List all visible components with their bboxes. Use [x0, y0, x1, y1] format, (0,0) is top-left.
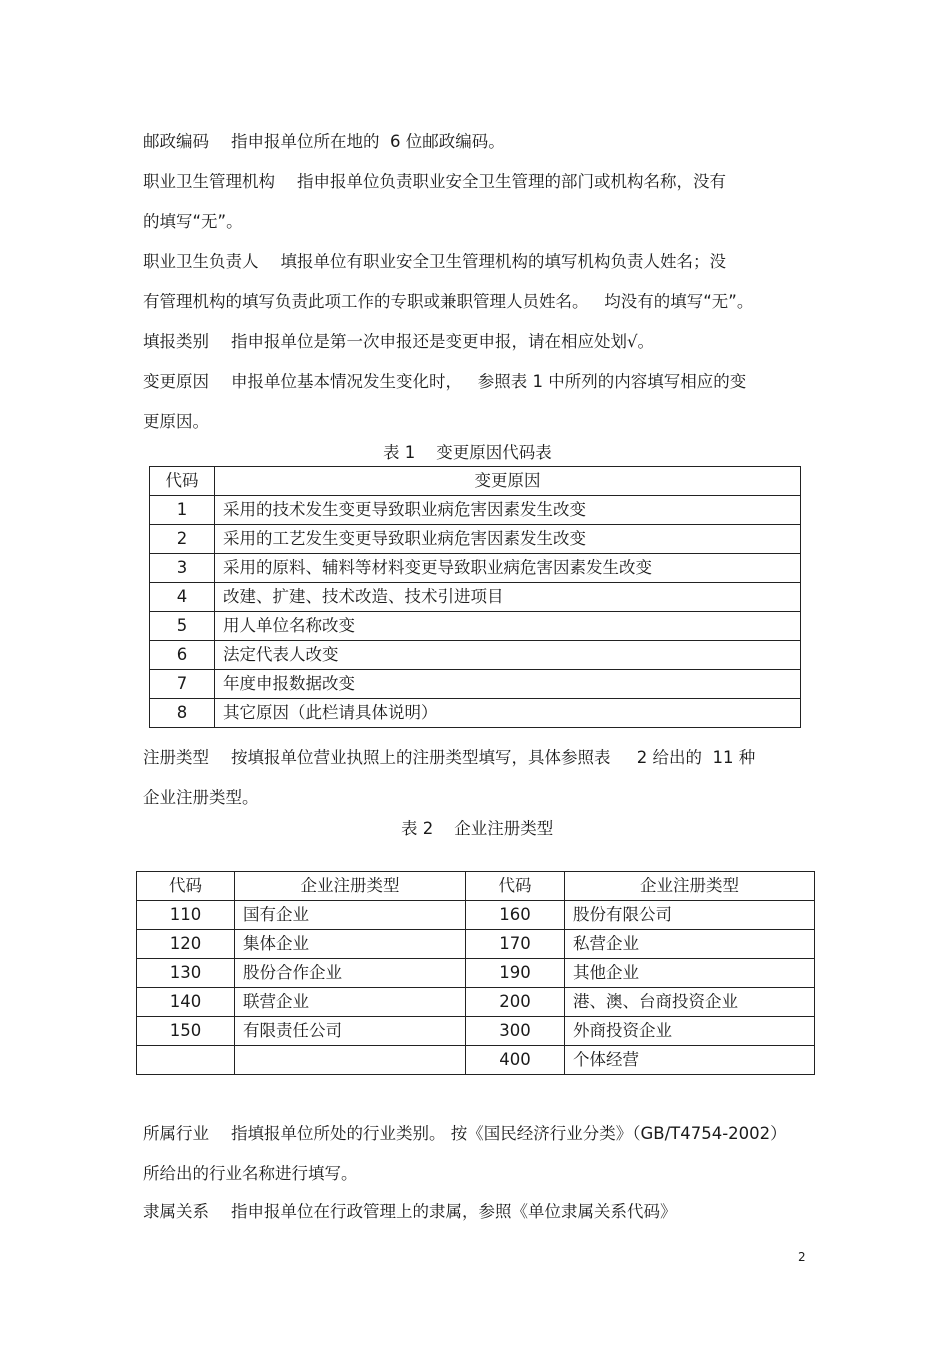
term-label: 职业卫生负责人	[143, 252, 259, 271]
page-number: 2	[798, 1250, 806, 1264]
table-row	[137, 1046, 815, 1075]
cell-type: 有限责任公司	[235, 1017, 466, 1046]
cell-code: 7	[150, 670, 215, 699]
table-row	[137, 930, 815, 959]
term-label: 隶属关系	[143, 1202, 209, 1221]
paragraph-registration-type-cont	[143, 787, 259, 809]
definition-text: 企业注册类型。	[143, 788, 259, 807]
cell-reason: 年度申报数据改变	[215, 670, 801, 699]
definition-text: 指填报单位所处的行业类别。 按《国民经济行业分类》（GB/T4754-2002）	[231, 1124, 787, 1143]
header-code: 代码	[150, 467, 215, 496]
header-type: 企业注册类型	[235, 872, 466, 901]
table-row	[150, 525, 801, 554]
term-label: 邮政编码	[143, 132, 209, 151]
table1-caption: 表 1 变更原因代码表	[383, 443, 552, 462]
cell-code: 4	[150, 583, 215, 612]
change-reason-table	[149, 466, 801, 728]
definition-text: 指申报单位负责职业安全卫生管理的部门或机构名称，没有	[297, 172, 726, 191]
cell-type: 联营企业	[235, 988, 466, 1017]
header-code: 代码	[466, 872, 565, 901]
term-label: 填报类别	[143, 332, 209, 351]
cell-code: 2	[150, 525, 215, 554]
registration-type-table	[136, 871, 815, 1075]
table-row	[137, 988, 815, 1017]
cell-reason: 采用的技术发生变更导致职业病危害因素发生改变	[215, 496, 801, 525]
cell-type: 港、澳、台商投资企业	[565, 988, 815, 1017]
cell-reason: 改建、扩建、技术改造、技术引进项目	[215, 583, 801, 612]
definition-text: 有管理机构的填写负责此项工作的专职或兼职管理人员姓名。 均没有的填写“无”。	[143, 292, 754, 311]
cell-reason: 采用的原料、辅料等材料变更导致职业病危害因素发生改变	[215, 554, 801, 583]
paragraph-health-org	[143, 171, 726, 193]
cell-code: 300	[466, 1017, 565, 1046]
cell-code: 120	[137, 930, 235, 959]
term-label: 所属行业	[143, 1124, 209, 1143]
definition-text: 所给出的行业名称进行填写。	[143, 1164, 358, 1183]
definition-text: 更原因。	[143, 412, 209, 431]
paragraph-change-reason	[143, 371, 746, 393]
paragraph-affiliation	[143, 1201, 677, 1223]
definition-text: 申报单位基本情况发生变化时， 参照表 1 中所列的内容填写相应的变	[231, 372, 747, 391]
cell-code: 130	[137, 959, 235, 988]
paragraph-health-org-cont	[143, 211, 243, 233]
table-header-row	[137, 872, 815, 901]
paragraph-health-head-cont	[143, 291, 753, 313]
definition-text: 的填写“无”。	[143, 212, 243, 231]
cell-type: 私营企业	[565, 930, 815, 959]
table-row	[150, 583, 801, 612]
definition-text: 填报单位有职业安全卫生管理机构的填写机构负责人姓名；没	[280, 252, 726, 271]
cell-code: 140	[137, 988, 235, 1017]
cell-code	[137, 1046, 235, 1075]
paragraph-change-reason-cont	[143, 411, 209, 433]
cell-code: 190	[466, 959, 565, 988]
definition-text: 指申报单位所在地的 6 位邮政编码。	[231, 132, 505, 151]
paragraph-health-head	[143, 251, 726, 273]
cell-code: 1	[150, 496, 215, 525]
definition-text: 指申报单位是第一次申报还是变更申报，请在相应处划√。	[231, 332, 655, 351]
definition-text: 按填报单位营业执照上的注册类型填写，具体参照表 2 给出的 11 种	[231, 748, 756, 767]
paragraph-postal-code	[143, 131, 505, 153]
paragraph-industry-cont	[143, 1163, 358, 1185]
cell-type: 国有企业	[235, 901, 466, 930]
header-reason: 变更原因	[215, 467, 801, 496]
cell-code: 200	[466, 988, 565, 1017]
table-row	[150, 641, 801, 670]
table-row	[137, 901, 815, 930]
cell-type	[235, 1046, 466, 1075]
cell-reason: 法定代表人改变	[215, 641, 801, 670]
header-code: 代码	[137, 872, 235, 901]
table2-caption: 表 2 企业注册类型	[401, 819, 554, 838]
cell-reason: 用人单位名称改变	[215, 612, 801, 641]
cell-code: 8	[150, 699, 215, 728]
cell-reason: 采用的工艺发生变更导致职业病危害因素发生改变	[215, 525, 801, 554]
table-header-row	[150, 467, 801, 496]
cell-type: 股份合作企业	[235, 959, 466, 988]
paragraph-registration-type	[143, 747, 755, 769]
cell-code: 400	[466, 1046, 565, 1075]
paragraph-report-type	[143, 331, 654, 353]
cell-type: 股份有限公司	[565, 901, 815, 930]
term-label: 变更原因	[143, 372, 209, 391]
cell-code: 5	[150, 612, 215, 641]
cell-type: 外商投资企业	[565, 1017, 815, 1046]
definition-text: 指申报单位在行政管理上的隶属，参照《单位隶属关系代码》	[231, 1202, 677, 1221]
table-row	[150, 699, 801, 728]
cell-code: 160	[466, 901, 565, 930]
cell-code: 170	[466, 930, 565, 959]
cell-type: 集体企业	[235, 930, 466, 959]
cell-code: 6	[150, 641, 215, 670]
table-row	[150, 496, 801, 525]
table-row	[137, 1017, 815, 1046]
table-row	[150, 554, 801, 583]
paragraph-industry	[143, 1123, 787, 1145]
cell-reason: 其它原因（此栏请具体说明）	[215, 699, 801, 728]
cell-code: 110	[137, 901, 235, 930]
cell-type: 其他企业	[565, 959, 815, 988]
cell-type: 个体经营	[565, 1046, 815, 1075]
table-row	[150, 612, 801, 641]
cell-code: 3	[150, 554, 215, 583]
table-row	[150, 670, 801, 699]
cell-code: 150	[137, 1017, 235, 1046]
header-type: 企业注册类型	[565, 872, 815, 901]
table-row	[137, 959, 815, 988]
term-label: 职业卫生管理机构	[143, 172, 275, 191]
term-label: 注册类型	[143, 748, 209, 767]
